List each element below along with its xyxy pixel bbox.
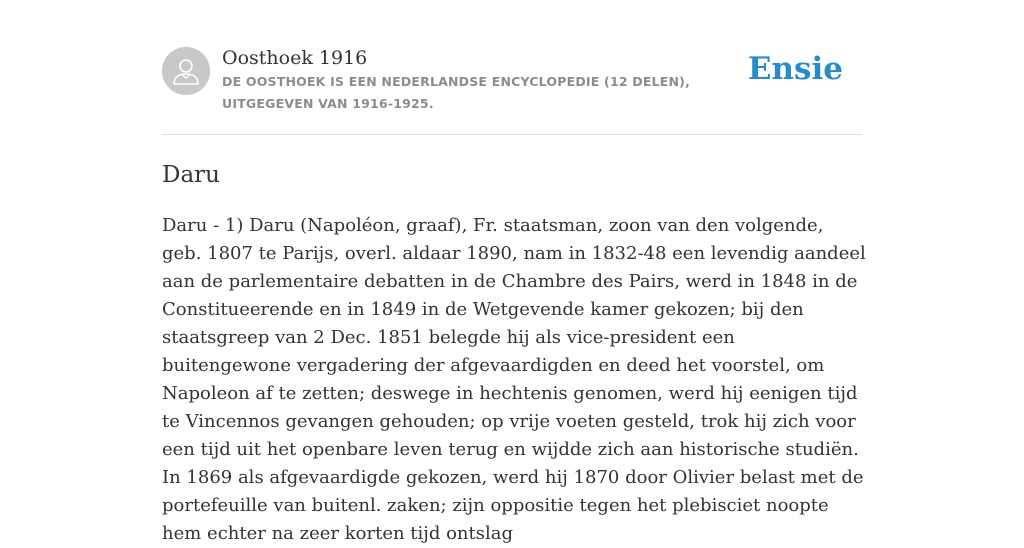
ensie-logo[interactable]: Ensie <box>747 51 843 87</box>
source-description: DE OOSTHOEK IS EEN NEDERLANDSE ENCYCLOPEDIE (12 DELEN), UITGEGEVEN VAN 1916-1925. <box>222 74 691 111</box>
page-container <box>162 0 866 544</box>
article-body: Daru - 1) Daru (Napoléon, graaf), Fr. staatsman, zoon van den volgende, geb. 1807 te Parijs, overl. aldaar 1890, nam in 1832-48 een levendig aandeel aan de parlementaire debatten in de Chambre des Pairs, werd in 1848 in de Constitueerende en in 1849 in de Wetgevende kamer gekozen; bij den staatsgreep van 2 Dec. 1851 belegde hij als vice-president een buitengewone vergadering der afgevaardigden en deed het voorstel, om Napoleon af te zetten; deswege in hechtenis genomen, werd hij eenigen tijd te Vincennos gevangen gehouden; op vrije voeten gesteld, trok hij zich voor een tijd uit het openbare leven terug en wijdde zich aan historische studiën. In 1869 als afgevaardigde gekozen, werd hij 1870 door Olivier belast met de portefeuille van buitenl. zaken; zijn oppositie tegen het plebisciet noopte hem echter na zeer korten tijd ontslag <box>162 215 866 544</box>
article-title: Daru <box>162 162 220 188</box>
source-header <box>162 0 862 135</box>
user-icon <box>162 47 210 95</box>
source-title[interactable]: Oosthoek 1916 <box>222 47 368 69</box>
avatar[interactable] <box>162 47 210 95</box>
